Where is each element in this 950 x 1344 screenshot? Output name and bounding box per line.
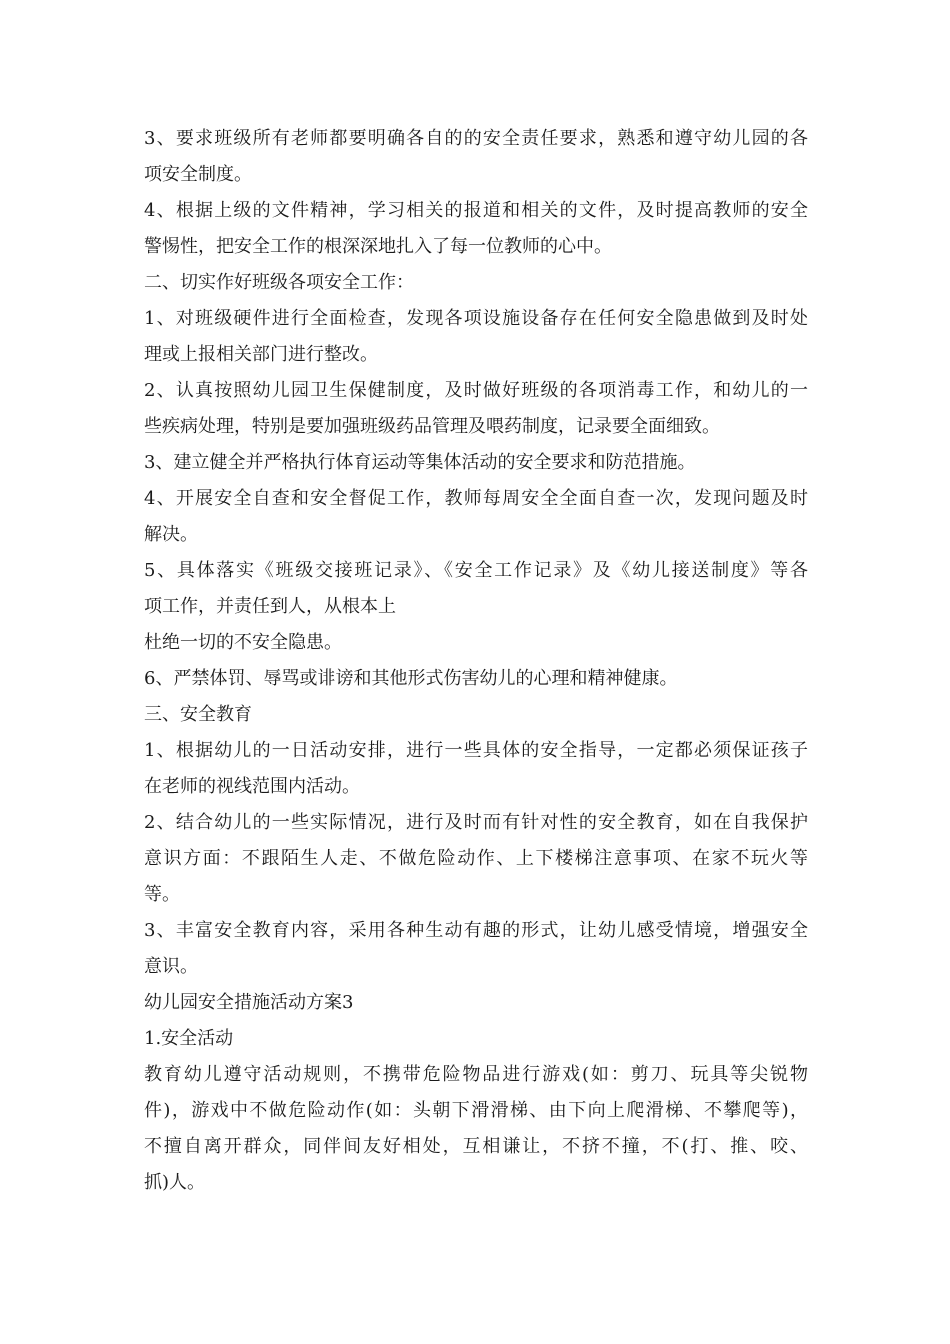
section-heading: 三、安全教育 (144, 704, 252, 725)
text-line: 不擅自离开群众，同伴间友好相处，互相谦让，不挤不撞，不(打、推、咬、 (144, 1136, 808, 1157)
text-line: 解决。 (144, 524, 198, 545)
text-line: 项安全制度。 (144, 164, 252, 185)
text-line: 4、开展安全自查和安全督促工作，教师每周安全全面自查一次，发现问题及时 (144, 488, 808, 509)
text-line: 2、结合幼儿的一些实际情况，进行及时而有针对性的安全教育，如在自我保护 (144, 812, 808, 833)
text-line: 意识方面：不跟陌生人走、不做危险动作、上下楼梯注意事项、在家不玩火等 (144, 848, 808, 869)
text-line: 3、建立健全并严格执行体育运动等集体活动的安全要求和防范措施。 (144, 452, 696, 473)
text-line: 5、具体落实《班级交接班记录》、《安全工作记录》及《幼儿接送制度》等各 (144, 560, 808, 581)
text-line: 在老师的视线范围内活动。 (144, 776, 360, 797)
text-line: 意识。 (144, 956, 198, 977)
document-heading: 幼儿园安全措施活动方案3 (144, 992, 354, 1013)
text-line: 理或上报相关部门进行整改。 (144, 344, 378, 365)
text-line: 教育幼儿遵守活动规则，不携带危险物品进行游戏(如：剪刀、玩具等尖锐物 (144, 1064, 808, 1085)
text-line: 些疾病处理，特别是要加强班级药品管理及喂药制度，记录要全面细致。 (144, 416, 720, 437)
text-line: 抓)人。 (144, 1172, 206, 1193)
subsection-heading: 1.安全活动 (144, 1028, 234, 1049)
text-line: 警惕性，把安全工作的根深深地扎入了每一位教师的心中。 (144, 236, 612, 257)
section-heading: 二、切实作好班级各项安全工作： (144, 272, 414, 293)
text-line: 项工作，并责任到人，从根本上 (144, 596, 396, 617)
document-body (144, 121, 808, 1201)
text-line: 杜绝一切的不安全隐患。 (144, 632, 342, 653)
text-line: 3、丰富安全教育内容，采用各种生动有趣的形式，让幼儿感受情境，增强安全 (144, 920, 808, 941)
text-line: 6、严禁体罚、辱骂或诽谤和其他形式伤害幼儿的心理和精神健康。 (144, 668, 678, 689)
text-line: 2、认真按照幼儿园卫生保健制度，及时做好班级的各项消毒工作，和幼儿的一 (144, 380, 808, 401)
text-line: 1、根据幼儿的一日活动安排，进行一些具体的安全指导，一定都必须保证孩子 (144, 740, 808, 761)
text-line: 1、对班级硬件进行全面检查，发现各项设施设备存在任何安全隐患做到及时处 (144, 308, 808, 329)
text-line: 件)，游戏中不做危险动作(如：头朝下滑滑梯、由下向上爬滑梯、不攀爬等)， (144, 1100, 808, 1121)
text-line: 4、根据上级的文件精神，学习相关的报道和相关的文件，及时提高教师的安全 (144, 200, 808, 221)
text-line: 3、要求班级所有老师都要明确各自的的安全责任要求，熟悉和遵守幼儿园的各 (144, 128, 808, 149)
text-line: 等。 (144, 884, 180, 905)
